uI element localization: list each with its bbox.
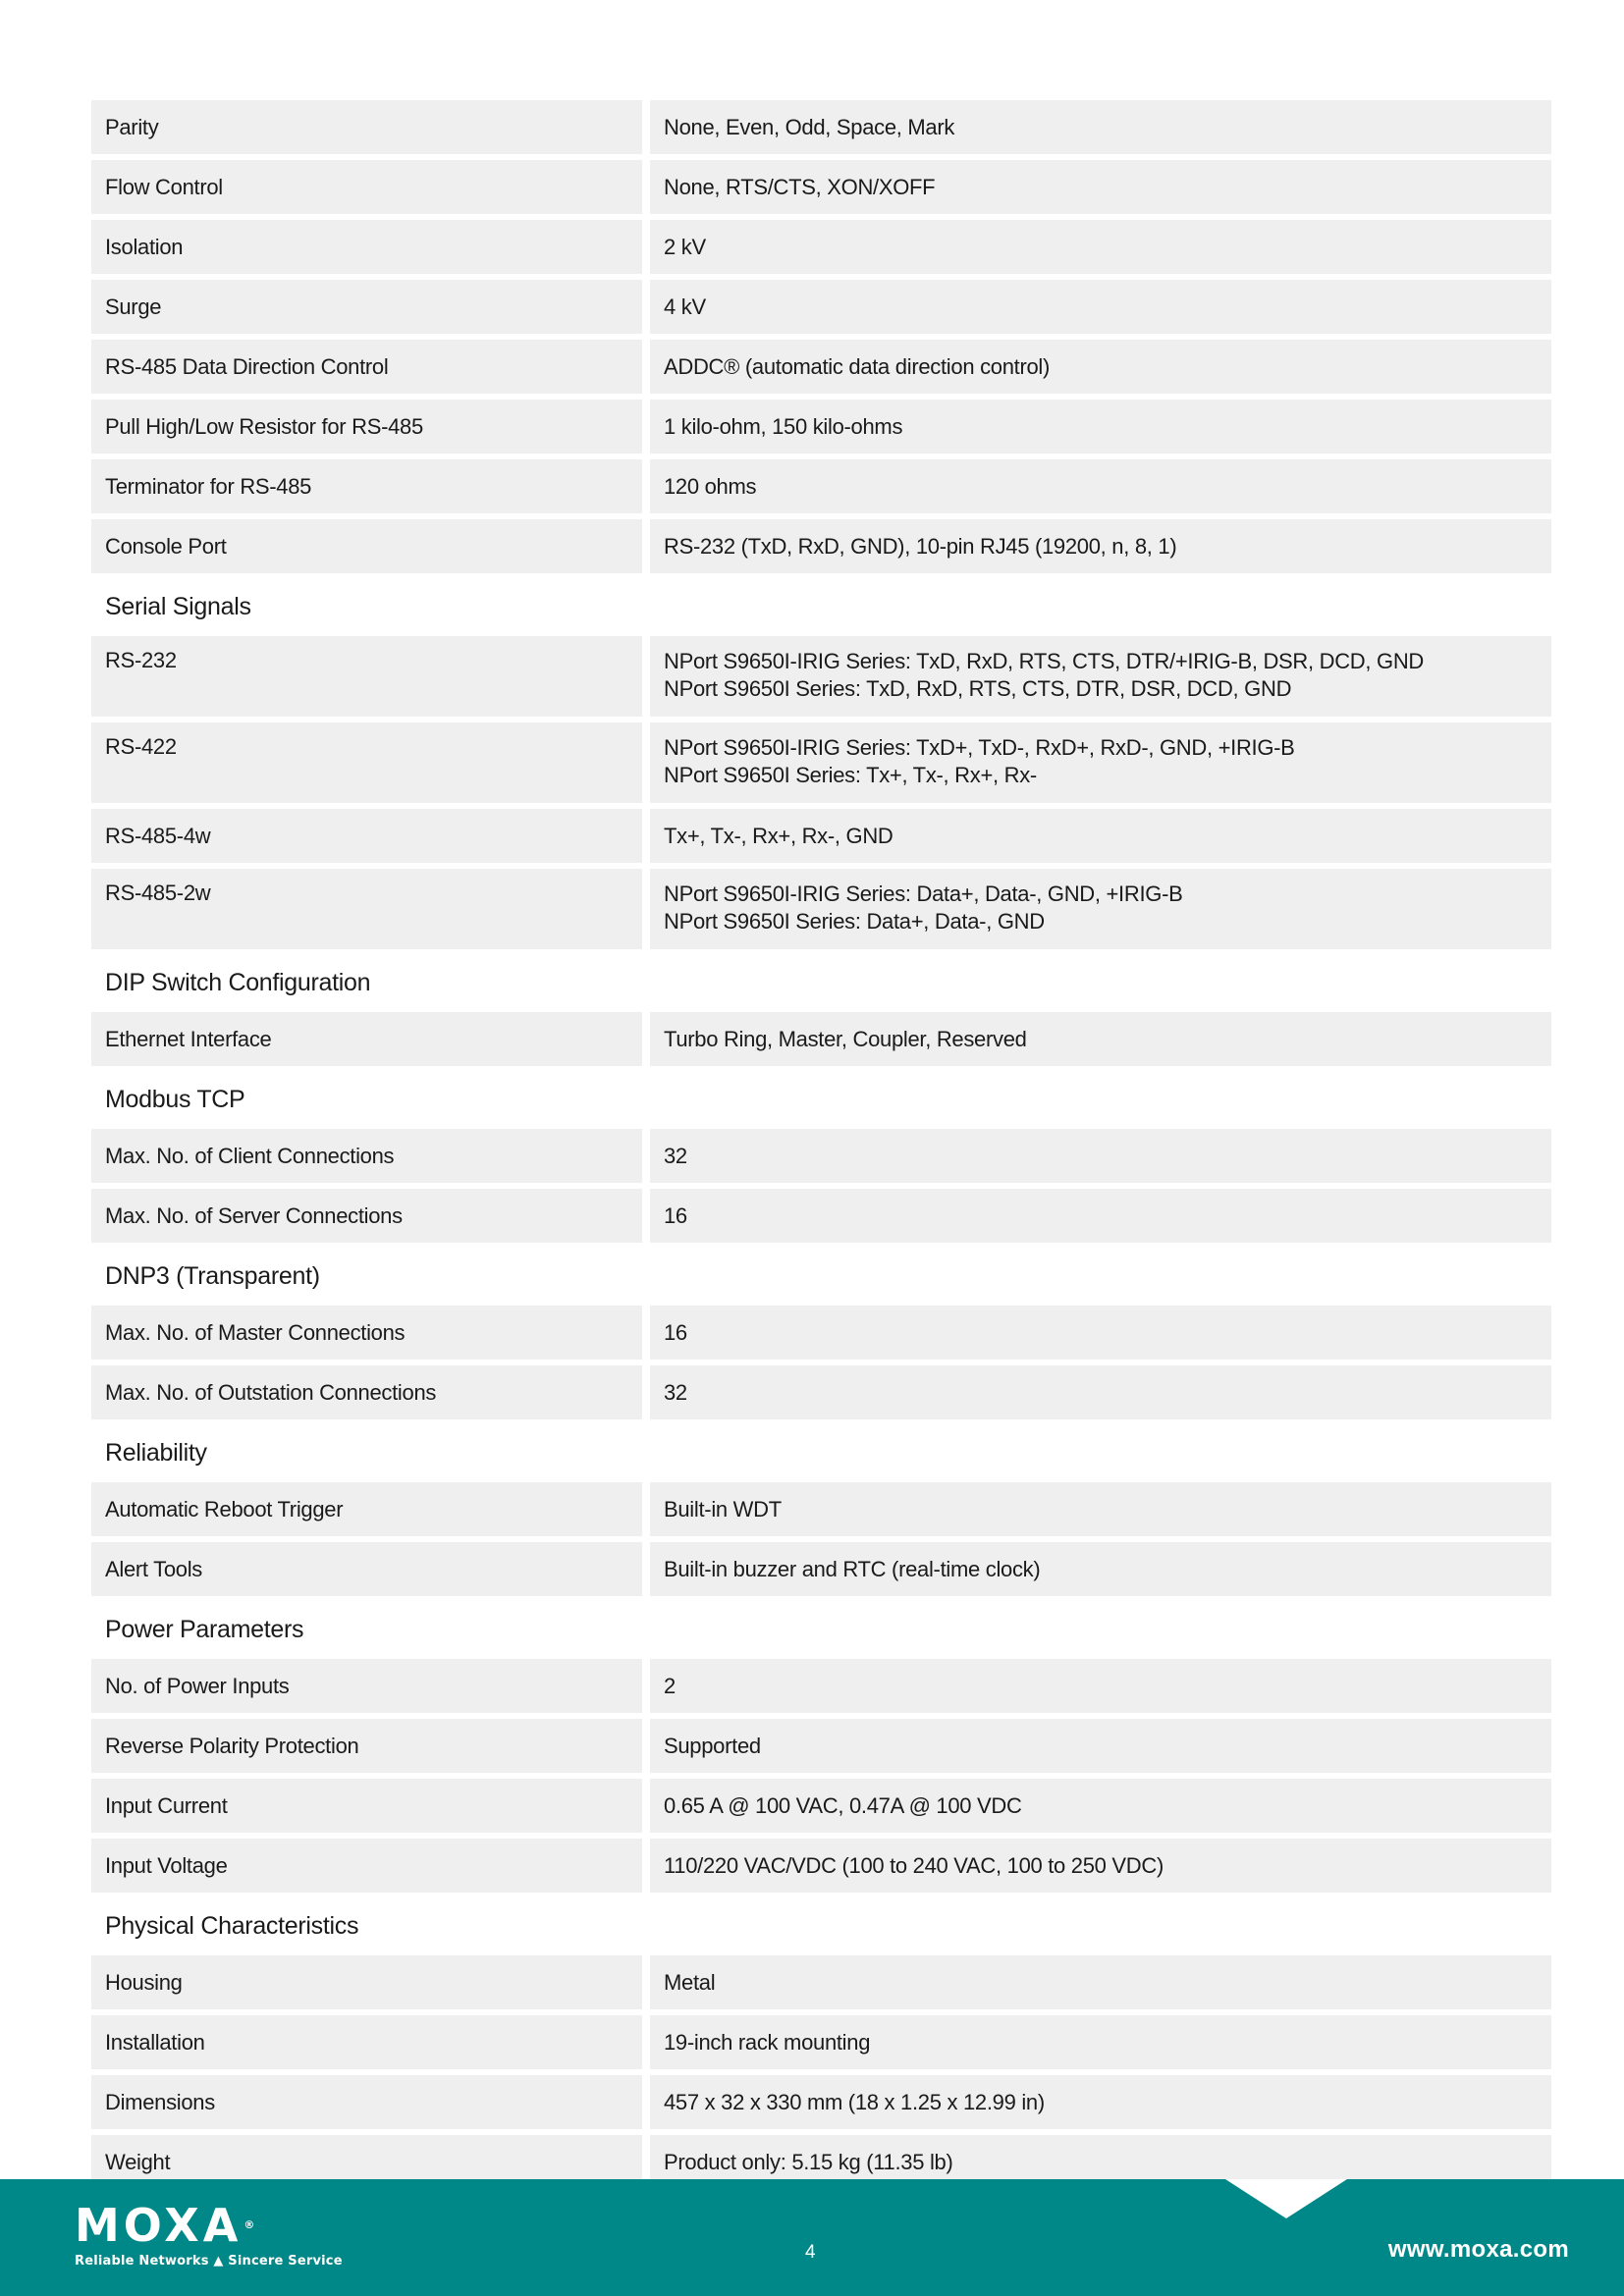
spec-label: Dimensions [91,2075,642,2129]
spec-row [91,280,1551,334]
spec-value-line: 2 [664,1673,676,1698]
spec-value [650,1719,1551,1773]
section-heading: Serial Signals [105,593,251,620]
spec-row [91,100,1551,154]
spec-row [91,809,1551,863]
spec-label: Weight [91,2135,642,2189]
spec-row [91,1839,1551,1893]
spec-value-line: 16 [664,1319,687,1345]
spec-value-line: 19-inch rack mounting [664,2029,871,2055]
spec-label: RS-232 [91,636,642,717]
spec-value [650,722,1551,803]
spec-row [91,1719,1551,1773]
spec-value [650,1482,1551,1536]
spec-value-line: 32 [664,1379,687,1405]
spec-value-line: 110/220 VAC/VDC (100 to 240 VAC, 100 to 250 VDC) [664,1852,1164,1878]
spec-row [91,1012,1551,1066]
spec-value [650,1839,1551,1893]
spec-value-line: NPort S9650I Series: TxD, RxD, RTS, CTS, DTR, DSR, DCD, GND [664,676,1292,701]
spec-value [650,160,1551,214]
spec-value [650,100,1551,154]
spec-value [650,280,1551,334]
spec-value [650,220,1551,274]
registered-mark: ® [244,2218,259,2231]
spec-label: Ethernet Interface [91,1012,642,1066]
spec-value [650,400,1551,454]
footer-notch-decoration [1225,2179,1347,2218]
spec-row [91,2075,1551,2129]
section-heading: DIP Switch Configuration [105,969,371,996]
section-heading: DNP3 (Transparent) [105,1262,320,1290]
spec-row [91,1482,1551,1536]
spec-row [91,2015,1551,2069]
spec-value-line: 2 kV [664,234,706,259]
spec-label: Pull High/Low Resistor for RS-485 [91,400,642,454]
spec-label: Max. No. of Server Connections [91,1189,642,1243]
spec-label: Max. No. of Client Connections [91,1129,642,1183]
spec-label: Max. No. of Master Connections [91,1306,642,1360]
spec-value-line: RS-232 (TxD, RxD, GND), 10-pin RJ45 (19200, n, 8, 1) [664,533,1177,559]
spec-table [91,100,1551,2195]
spec-value-line: 457 x 32 x 330 mm (18 x 1.25 x 12.99 in) [664,2089,1045,2114]
section-heading: Physical Characteristics [105,1912,359,1940]
section-heading: Modbus TCP [105,1086,245,1113]
spec-label: Max. No. of Outstation Connections [91,1365,642,1419]
spec-label: Reverse Polarity Protection [91,1719,642,1773]
spec-value [650,1129,1551,1183]
spec-row [91,1542,1551,1596]
spec-row [91,1129,1551,1183]
spec-value-line: 0.65 A @ 100 VAC, 0.47A @ 100 VDC [664,1792,1022,1818]
spec-value-line: Tx+, Tx-, Rx+, Rx-, GND [664,823,893,848]
spec-row [91,869,1551,949]
spec-row [91,340,1551,394]
spec-row [91,1365,1551,1419]
spec-value-line: None, RTS/CTS, XON/XOFF [664,174,936,199]
spec-value-line: Product only: 5.15 kg (11.35 lb) [664,2149,953,2174]
spec-label: Automatic Reboot Trigger [91,1482,642,1536]
spec-value-line: 4 kV [664,294,706,319]
spec-row [91,1659,1551,1713]
spec-value [650,1012,1551,1066]
spec-value-line: 120 ohms [664,473,757,499]
spec-label: Installation [91,2015,642,2069]
spec-value-line: Metal [664,1969,716,1995]
spec-value-line: None, Even, Odd, Space, Mark [664,114,955,139]
spec-label: RS-485-4w [91,809,642,863]
section-heading: Power Parameters [105,1616,304,1643]
spec-label: Isolation [91,220,642,274]
spec-value [650,1779,1551,1833]
spec-value [650,340,1551,394]
spec-value [650,1955,1551,2009]
spec-row [91,1779,1551,1833]
spec-value [650,869,1551,949]
spec-row [91,1306,1551,1360]
spec-value-line: NPort S9650I-IRIG Series: Data+, Data-, GND, +IRIG-B [664,881,1183,906]
spec-value [650,1542,1551,1596]
spec-value [650,519,1551,573]
spec-value-line: NPort S9650I-IRIG Series: TxD, RxD, RTS, CTS, DTR/+IRIG-B, DSR, DCD, GND [664,649,1424,673]
spec-label: Input Current [91,1779,642,1833]
spec-value [650,636,1551,717]
spec-value [650,459,1551,513]
spec-label: Input Voltage [91,1839,642,1893]
spec-label: RS-485-2w [91,869,642,949]
spec-label: Alert Tools [91,1542,642,1596]
spec-row [91,1189,1551,1243]
spec-value-line: Built-in WDT [664,1496,782,1522]
spec-label: RS-485 Data Direction Control [91,340,642,394]
spec-label: Terminator for RS-485 [91,459,642,513]
spec-value [650,1659,1551,1713]
spec-value-line: 32 [664,1143,687,1168]
spec-value [650,2015,1551,2069]
spec-row [91,459,1551,513]
spec-label: Housing [91,1955,642,2009]
section-heading: Reliability [105,1439,207,1467]
spec-label: Surge [91,280,642,334]
spec-label: RS-422 [91,722,642,803]
spec-value [650,2075,1551,2129]
spec-value-line: NPort S9650I-IRIG Series: TxD+, TxD-, RxD+, RxD-, GND, +IRIG-B [664,735,1295,760]
spec-value [650,1189,1551,1243]
spec-value-line: NPort S9650I Series: Data+, Data-, GND [664,909,1045,934]
spec-value-line: NPort S9650I Series: Tx+, Tx-, Rx+, Rx- [664,763,1037,787]
spec-value-line: Supported [664,1733,761,1758]
logo-wordmark [75,2199,343,2252]
spec-row [91,220,1551,274]
moxa-logo [75,2199,343,2269]
spec-value-line: Turbo Ring, Master, Coupler, Reserved [664,1026,1027,1051]
logo-tagline: Reliable Networks ▲ Sincere Service [75,2254,343,2269]
spec-row [91,400,1551,454]
website-link[interactable]: www.moxa.com [1387,2236,1569,2263]
page-footer [0,2179,1624,2296]
spec-value [650,809,1551,863]
spec-value [650,1365,1551,1419]
spec-value-line: Built-in buzzer and RTC (real-time clock) [664,1556,1041,1581]
spec-row [91,160,1551,214]
spec-row [91,519,1551,573]
spec-row [91,722,1551,803]
spec-row [91,636,1551,717]
spec-value-line: 1 kilo-ohm, 150 kilo-ohms [664,413,903,439]
spec-value [650,1306,1551,1360]
spec-label: Parity [91,100,642,154]
spec-row [91,1955,1551,2009]
spec-value-line: 16 [664,1202,687,1228]
spec-label: Flow Control [91,160,642,214]
spec-value-line: ADDC® (automatic data direction control) [664,353,1051,379]
page-number: 4 [805,2242,816,2263]
logo-text: MOXA [75,2199,243,2252]
spec-label: Console Port [91,519,642,573]
spec-label: No. of Power Inputs [91,1659,642,1713]
